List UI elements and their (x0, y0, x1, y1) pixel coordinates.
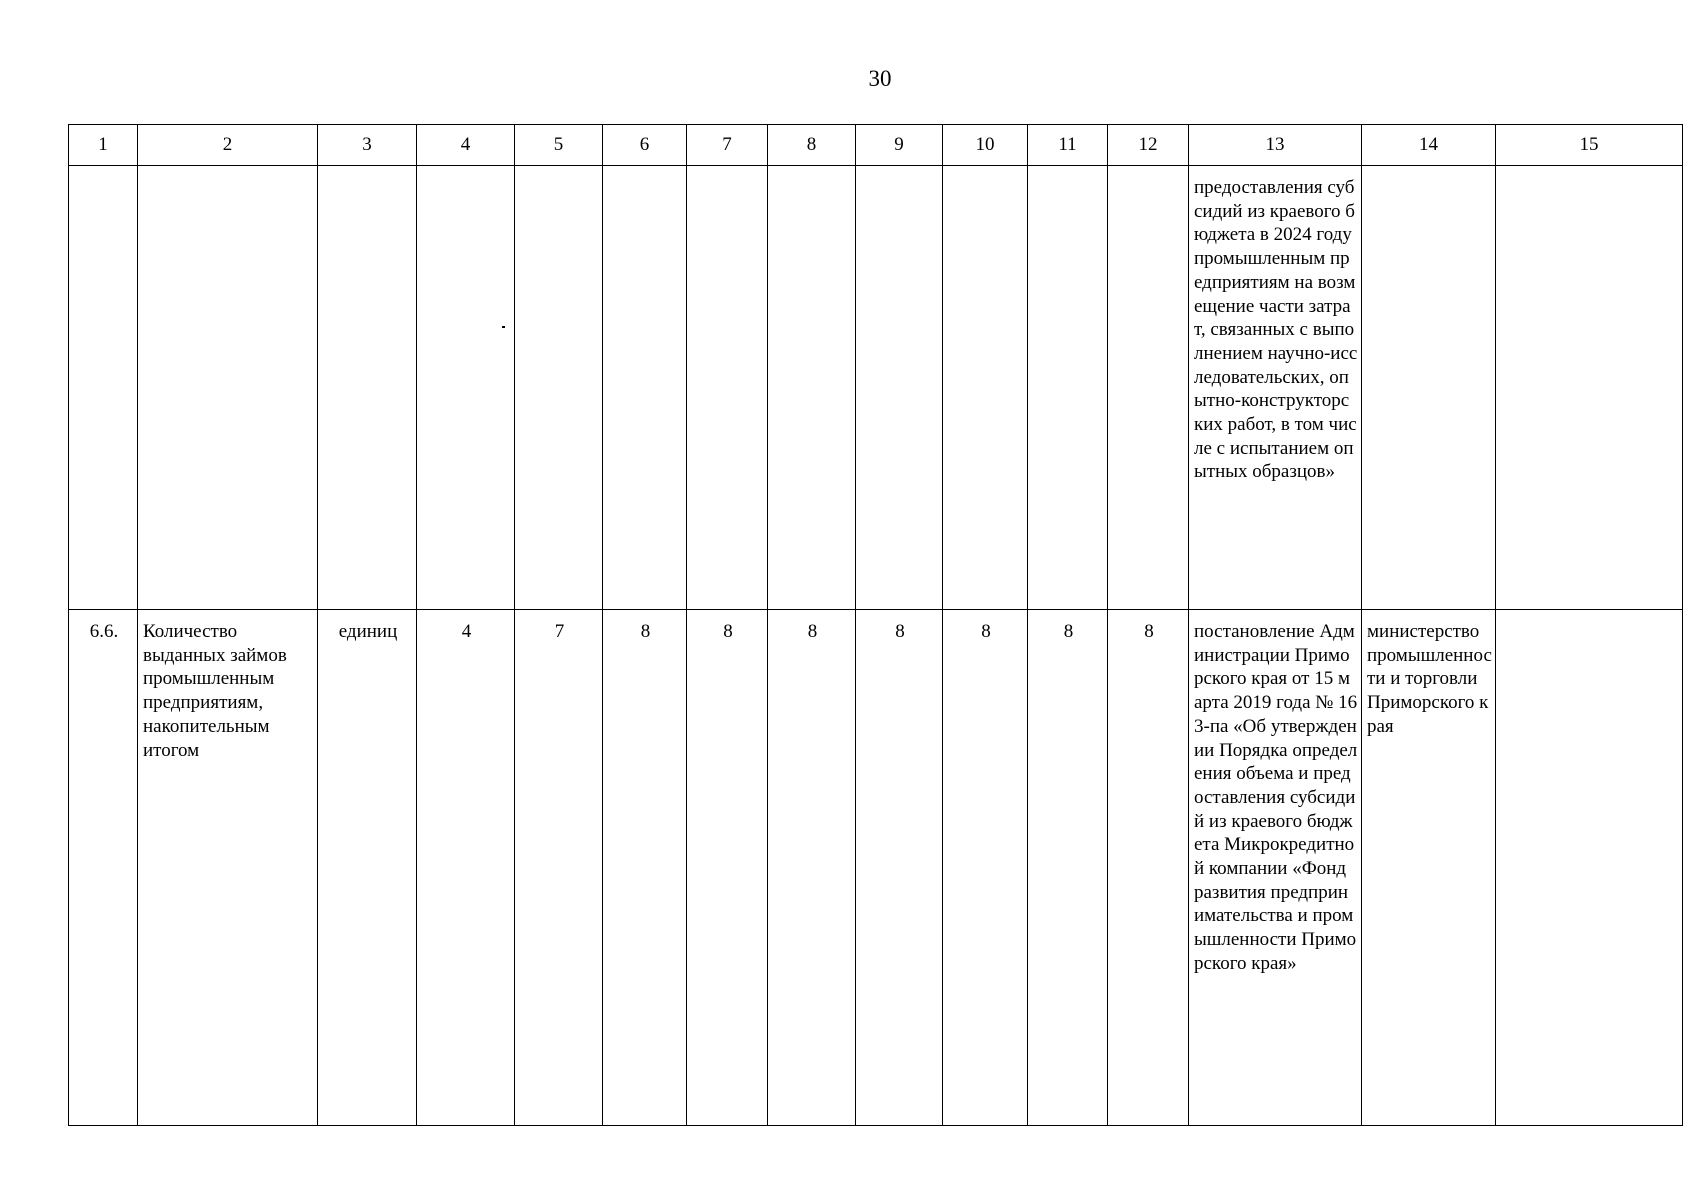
page-number: 30 (868, 66, 892, 91)
header-cell: 8 (768, 125, 856, 166)
header-cell: 15 (1496, 125, 1683, 166)
scan-speck (502, 326, 505, 328)
table-cell (1108, 166, 1189, 610)
value-cell: 8 (856, 610, 943, 1126)
table-cell (1362, 166, 1496, 610)
header-cell: 3 (318, 125, 417, 166)
header-cell: 14 (1362, 125, 1496, 166)
table-cell (943, 166, 1028, 610)
table-cell (768, 166, 856, 610)
value-cell: 7 (515, 610, 603, 1126)
table-cell (1496, 610, 1683, 1126)
header-cell: 1 (69, 125, 138, 166)
table-cell (417, 166, 515, 610)
header-row (69, 125, 1683, 166)
value-cell: 8 (603, 610, 687, 1126)
table-row-continued (69, 166, 1683, 610)
value-cell: 8 (1108, 610, 1189, 1126)
table-cell (515, 166, 603, 610)
table-cell (138, 166, 318, 610)
table-cell (1028, 166, 1108, 610)
table-cell (69, 166, 138, 610)
header-cell: 10 (943, 125, 1028, 166)
value-cell: 8 (687, 610, 768, 1126)
table-cell (318, 166, 417, 610)
legal-basis-cell: постановление Администрации Приморского края от 15 марта 2019 года № 163-па «Об утверждении Порядка определения объема и предоставления субсидий из краевого бюджета Микрокредитной компании «Фонд развития предпринимательства и промышленности Приморского края» (1189, 610, 1362, 1126)
table-cell (687, 166, 768, 610)
value-cell: 4 (417, 610, 515, 1126)
header-cell: 9 (856, 125, 943, 166)
value-cell: 8 (943, 610, 1028, 1126)
header-cell: 13 (1189, 125, 1362, 166)
header-cell: 7 (687, 125, 768, 166)
value-cell: 8 (1028, 610, 1108, 1126)
indicator-name-cell: Количество выданных займов промышленным предприятиям, накопительным итогом (138, 610, 318, 1126)
header-cell: 6 (603, 125, 687, 166)
header-cell: 12 (1108, 125, 1189, 166)
unit-cell: единиц (318, 610, 417, 1126)
table-row-6-6 (69, 610, 1683, 1126)
table-cell (856, 166, 943, 610)
header-cell: 2 (138, 125, 318, 166)
responsible-body-cell: министерство промышленности и торговли Приморского края (1362, 610, 1496, 1126)
legal-basis-cell: предоставления субсидий из краевого бюджета в 2024 году промышленным предприятиям на возмещение части затрат, связанных с выполнением научно-исследовательских, опытно-конструкторских работ, в том числе с испытанием опытных образцов» (1189, 166, 1362, 610)
table-cell (1496, 166, 1683, 610)
header-cell: 11 (1028, 125, 1108, 166)
table-cell (603, 166, 687, 610)
row-number-cell: 6.6. (69, 610, 138, 1126)
value-cell: 8 (768, 610, 856, 1126)
indicators-table (68, 124, 1683, 1126)
header-cell: 5 (515, 125, 603, 166)
header-cell: 4 (417, 125, 515, 166)
